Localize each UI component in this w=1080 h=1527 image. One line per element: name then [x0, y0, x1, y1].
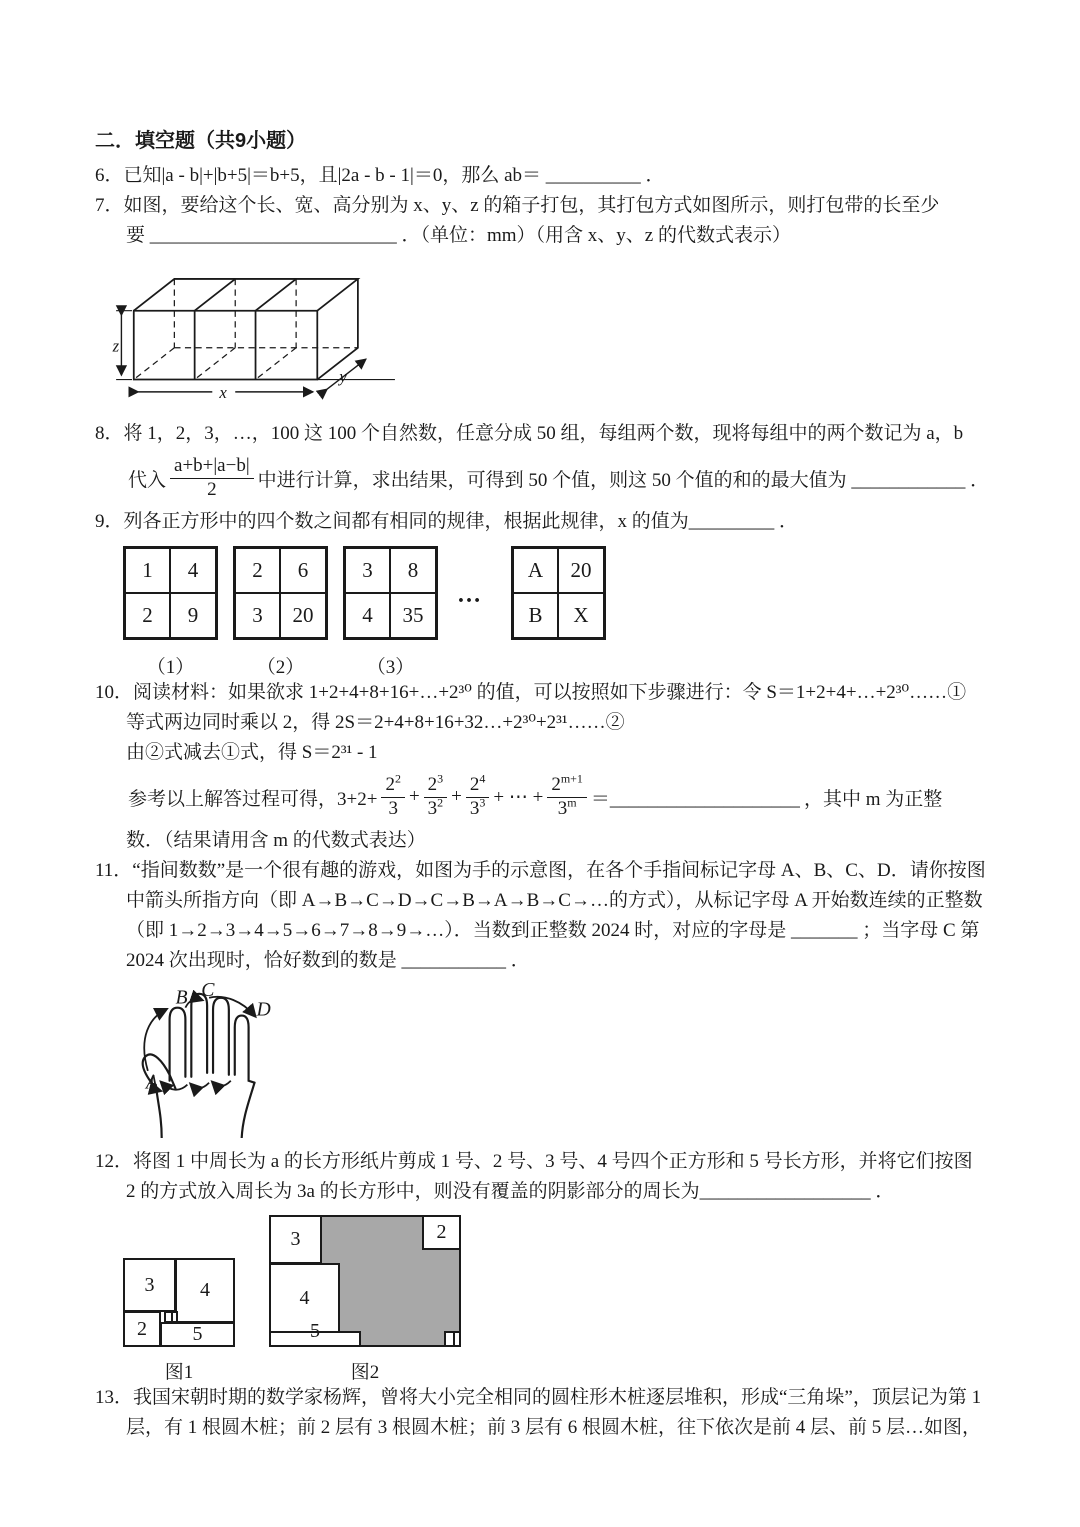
- box-hidden-edges: [134, 279, 358, 380]
- q8-post: 中进行计算，求出结果，可得到 50 个值，则这 50 个值的和的最大值为 ____________ ．: [257, 469, 990, 491]
- q12-line1: 12．将图 1 中周长为 a 的长方形纸片剪成 1 号、2 号、3 号、4 号四个正方形和 5 号长方形，并将它们按图: [95, 1151, 973, 1172]
- q9-grid-4-table: [511, 546, 606, 640]
- fig1-label: 图1: [164, 1362, 194, 1383]
- fig1-rect-5: 5: [160, 1322, 235, 1347]
- grid-cell: 8: [390, 548, 436, 593]
- fig1-tiny-square-1: [164, 1311, 178, 1323]
- grid-cell: 20: [280, 593, 326, 638]
- q9-grid-1: [123, 546, 218, 676]
- q10-frac-2-num: [424, 771, 448, 797]
- q10-frac-last-num: [547, 771, 587, 797]
- fig1-square-3: 3: [123, 1258, 176, 1312]
- grid-cell: 9: [170, 593, 216, 638]
- grid-cell: 1: [125, 548, 170, 593]
- q9-grid-3: [343, 546, 438, 676]
- q9-grid-3-table: [343, 546, 438, 640]
- fig2-rect-5-label: 5: [310, 1319, 320, 1342]
- hand-label-a: A: [145, 1071, 158, 1094]
- hand-label-c: C: [201, 980, 215, 1001]
- grid-cell: 3: [345, 548, 390, 593]
- q8-line1: 8．将 1，2，3，…，100 这 100 个自然数，任意分成 50 组，每组两个数，现将每组中的两个数记为 a，b: [95, 423, 964, 444]
- fig2-rect-5: [269, 1319, 361, 1347]
- grid-cell: 2: [235, 548, 280, 593]
- q10-frac-3: [466, 771, 490, 820]
- q8-frac-numerator: a+b+|a−b|: [170, 455, 254, 478]
- q11-hand-figure: [109, 980, 1000, 1143]
- q10-wrap-line: 数．（结果请用含 m 的代数式表达）: [126, 830, 426, 851]
- q8-frac-denominator: 2: [207, 478, 217, 500]
- q13-line1: 13．我国宋朝时期的数学家杨辉，曾将大小完全相同的圆柱形木桩逐层堆积，形成“三角垛”，顶层记为第 1: [95, 1387, 982, 1408]
- frac-num-base: 2: [469, 774, 480, 796]
- frac-num-base: 2: [385, 774, 395, 796]
- frac-den-sup: 2: [437, 795, 444, 810]
- q12-line2: 2 的方式放入周长为 3a 的长方形中，则没有覆盖的阴影部分的周长为__________________ ．: [126, 1181, 895, 1202]
- q10-tail: ，其中 m 为正整: [803, 788, 943, 810]
- q10-frac-1: [381, 771, 405, 820]
- fig2-tiny-square-1: [444, 1331, 461, 1347]
- q7-line2: 要 __________________________ ．（单位：mm）（用含 x、y、z 的代数式表示）: [126, 225, 791, 246]
- grid-cell: 4: [170, 548, 216, 593]
- q9-grid-2-label: （2）: [256, 657, 305, 678]
- frac-den-sup: m: [567, 795, 577, 810]
- grid-cell: 20: [558, 548, 604, 593]
- fig2-diagram: [269, 1215, 461, 1347]
- q10-frac-last-den: [557, 795, 577, 820]
- frac-den-base: 3: [557, 797, 568, 819]
- q9-ellipsis: …: [457, 582, 483, 608]
- grid-cell: 2: [125, 593, 170, 638]
- grid-cell: 35: [390, 593, 436, 638]
- frac-den-base: 3: [427, 797, 438, 819]
- worksheet-content: [95, 128, 1000, 1443]
- q10-line2: 等式两边同时乘以 2，得 2S＝2+4+8+16+32…+2³⁰+2³¹……②: [126, 712, 625, 733]
- q8-fraction: [170, 455, 254, 501]
- box-solid-edges: [134, 279, 358, 380]
- q12-fig2: [269, 1215, 461, 1383]
- hand-arrows: [144, 997, 254, 1091]
- q10-plus-2: +: [451, 786, 462, 807]
- q10-frac-3-den: [469, 795, 486, 820]
- q10-blank: ＝____________________: [590, 788, 800, 810]
- q10-line1: 10．阅读材料：如果欲求 1+2+4+8+16+…+2³⁰ 的值，可以按照如下步骤进行：令 S＝1+2+4+…+2³⁰……①: [95, 682, 967, 703]
- q12-fig1: [123, 1258, 235, 1383]
- q9-grid-1-label: （1）: [146, 657, 195, 678]
- grid-cell: 3: [235, 593, 280, 638]
- q10-line3: 由②式减去①式，得 S＝2³¹ - 1: [126, 742, 378, 763]
- frac-den-base: 3: [469, 797, 480, 819]
- q7-box-figure: [107, 256, 1000, 411]
- q11-line4: 2024 次出现时，恰好数到的数是 ___________ ．: [126, 950, 530, 971]
- q10-frac-pre: 参考以上解答过程可得，3+2+: [128, 788, 378, 810]
- grid-cell: 6: [280, 548, 326, 593]
- fig1-square-4: 4: [175, 1258, 235, 1323]
- q10-frac-1-num: [381, 771, 405, 797]
- hand-figure-svg: [109, 980, 324, 1138]
- q7-line1: 7．如图，要给这个长、宽、高分别为 x、y、z 的箱子打包，其打包方式如图所示，则打包带的长至少: [95, 195, 940, 216]
- fig1-diagram: [123, 1258, 235, 1347]
- hand-label-b: B: [175, 986, 188, 1009]
- q10-frac-3-num: [466, 771, 490, 797]
- fig2-label: 图2: [350, 1362, 380, 1383]
- q8-pre: 代入: [128, 469, 167, 491]
- q10-expression-line: [95, 768, 1000, 826]
- q10-frac-2: [424, 771, 448, 820]
- box-label-x: x: [219, 383, 227, 403]
- hand-outline: [143, 994, 255, 1138]
- hand-label-d: D: [256, 998, 271, 1021]
- q10-dots: + ⋯ +: [493, 786, 544, 808]
- frac-num-base: 2: [551, 774, 561, 796]
- q10-frac-last: [547, 771, 587, 820]
- box-figure-svg: [107, 256, 412, 406]
- q10-frac-2-den: [427, 795, 444, 820]
- fig2-square-2: 2: [422, 1215, 461, 1250]
- q6-text: 6．已知|a - b|+|b+5|＝b+5，且|2a - b - 1|＝0，那么 ab＝ __________ ．: [95, 165, 665, 186]
- frac-num-sup: 3: [437, 771, 444, 786]
- q10-frac-1-den: [388, 798, 398, 820]
- frac-num-sup: 4: [479, 771, 486, 786]
- q9-text: 9．列各正方形中的四个数之间都有相同的规律，根据此规律，x 的值为_________ ．: [95, 511, 799, 532]
- section-title: 二．填空题（共9小题）: [95, 130, 307, 152]
- grid-cell: 4: [345, 593, 390, 638]
- q12-figures: [123, 1215, 1000, 1383]
- q9-grid-2: [233, 546, 328, 676]
- q9-grid-4: [511, 546, 606, 676]
- fig1-tiny-split: [171, 1313, 173, 1321]
- grid-cell: A: [513, 548, 558, 593]
- frac-num-sup: m+1: [560, 771, 583, 786]
- q9-grid-3-label: （3）: [366, 657, 415, 678]
- fig2-square-3: 3: [269, 1215, 322, 1264]
- box-label-z: z: [112, 336, 120, 356]
- frac-num-sup: 2: [394, 771, 401, 786]
- grid-cell: X: [558, 593, 604, 638]
- box-label-y: y: [339, 367, 347, 387]
- fig2-tiny-split: [453, 1333, 455, 1345]
- grid-cell: B: [513, 593, 558, 638]
- fig1-square-2: 2: [123, 1311, 161, 1347]
- q8-line2: [95, 449, 1000, 507]
- q11-line3: （即 1→2→3→4→5→6→7→8→9→…）．当数到正整数 2024 时，对应的字母是 _______ ；当字母 C 第: [126, 920, 980, 941]
- q13-line2: 层，有 1 根圆木桩；前 2 层有 3 根圆木桩；前 3 层有 6 根圆木桩，往下依次是前 4 层、前 5 层…如图，: [126, 1417, 982, 1438]
- q9-grid-1-table: [123, 546, 218, 640]
- fig2-square-4: 4: [269, 1263, 340, 1333]
- frac-den-base: 3: [388, 797, 398, 819]
- q9-figure: [123, 546, 1000, 676]
- q11-line2: 中箭头所指方向（即 A→B→C→D→C→B→A→B→C→…的方式），从标记字母 A 开始数连续的正整数: [126, 890, 983, 911]
- frac-num-base: 2: [427, 774, 438, 796]
- q10-plus-1: +: [408, 786, 420, 807]
- q9-grid-2-table: [233, 546, 328, 640]
- frac-den-sup: 3: [479, 795, 486, 810]
- q11-line1: 11．“指间数数”是一个很有趣的游戏，如图为手的示意图，在各个手指间标记字母 A、B、C、D．请你按图: [95, 860, 986, 881]
